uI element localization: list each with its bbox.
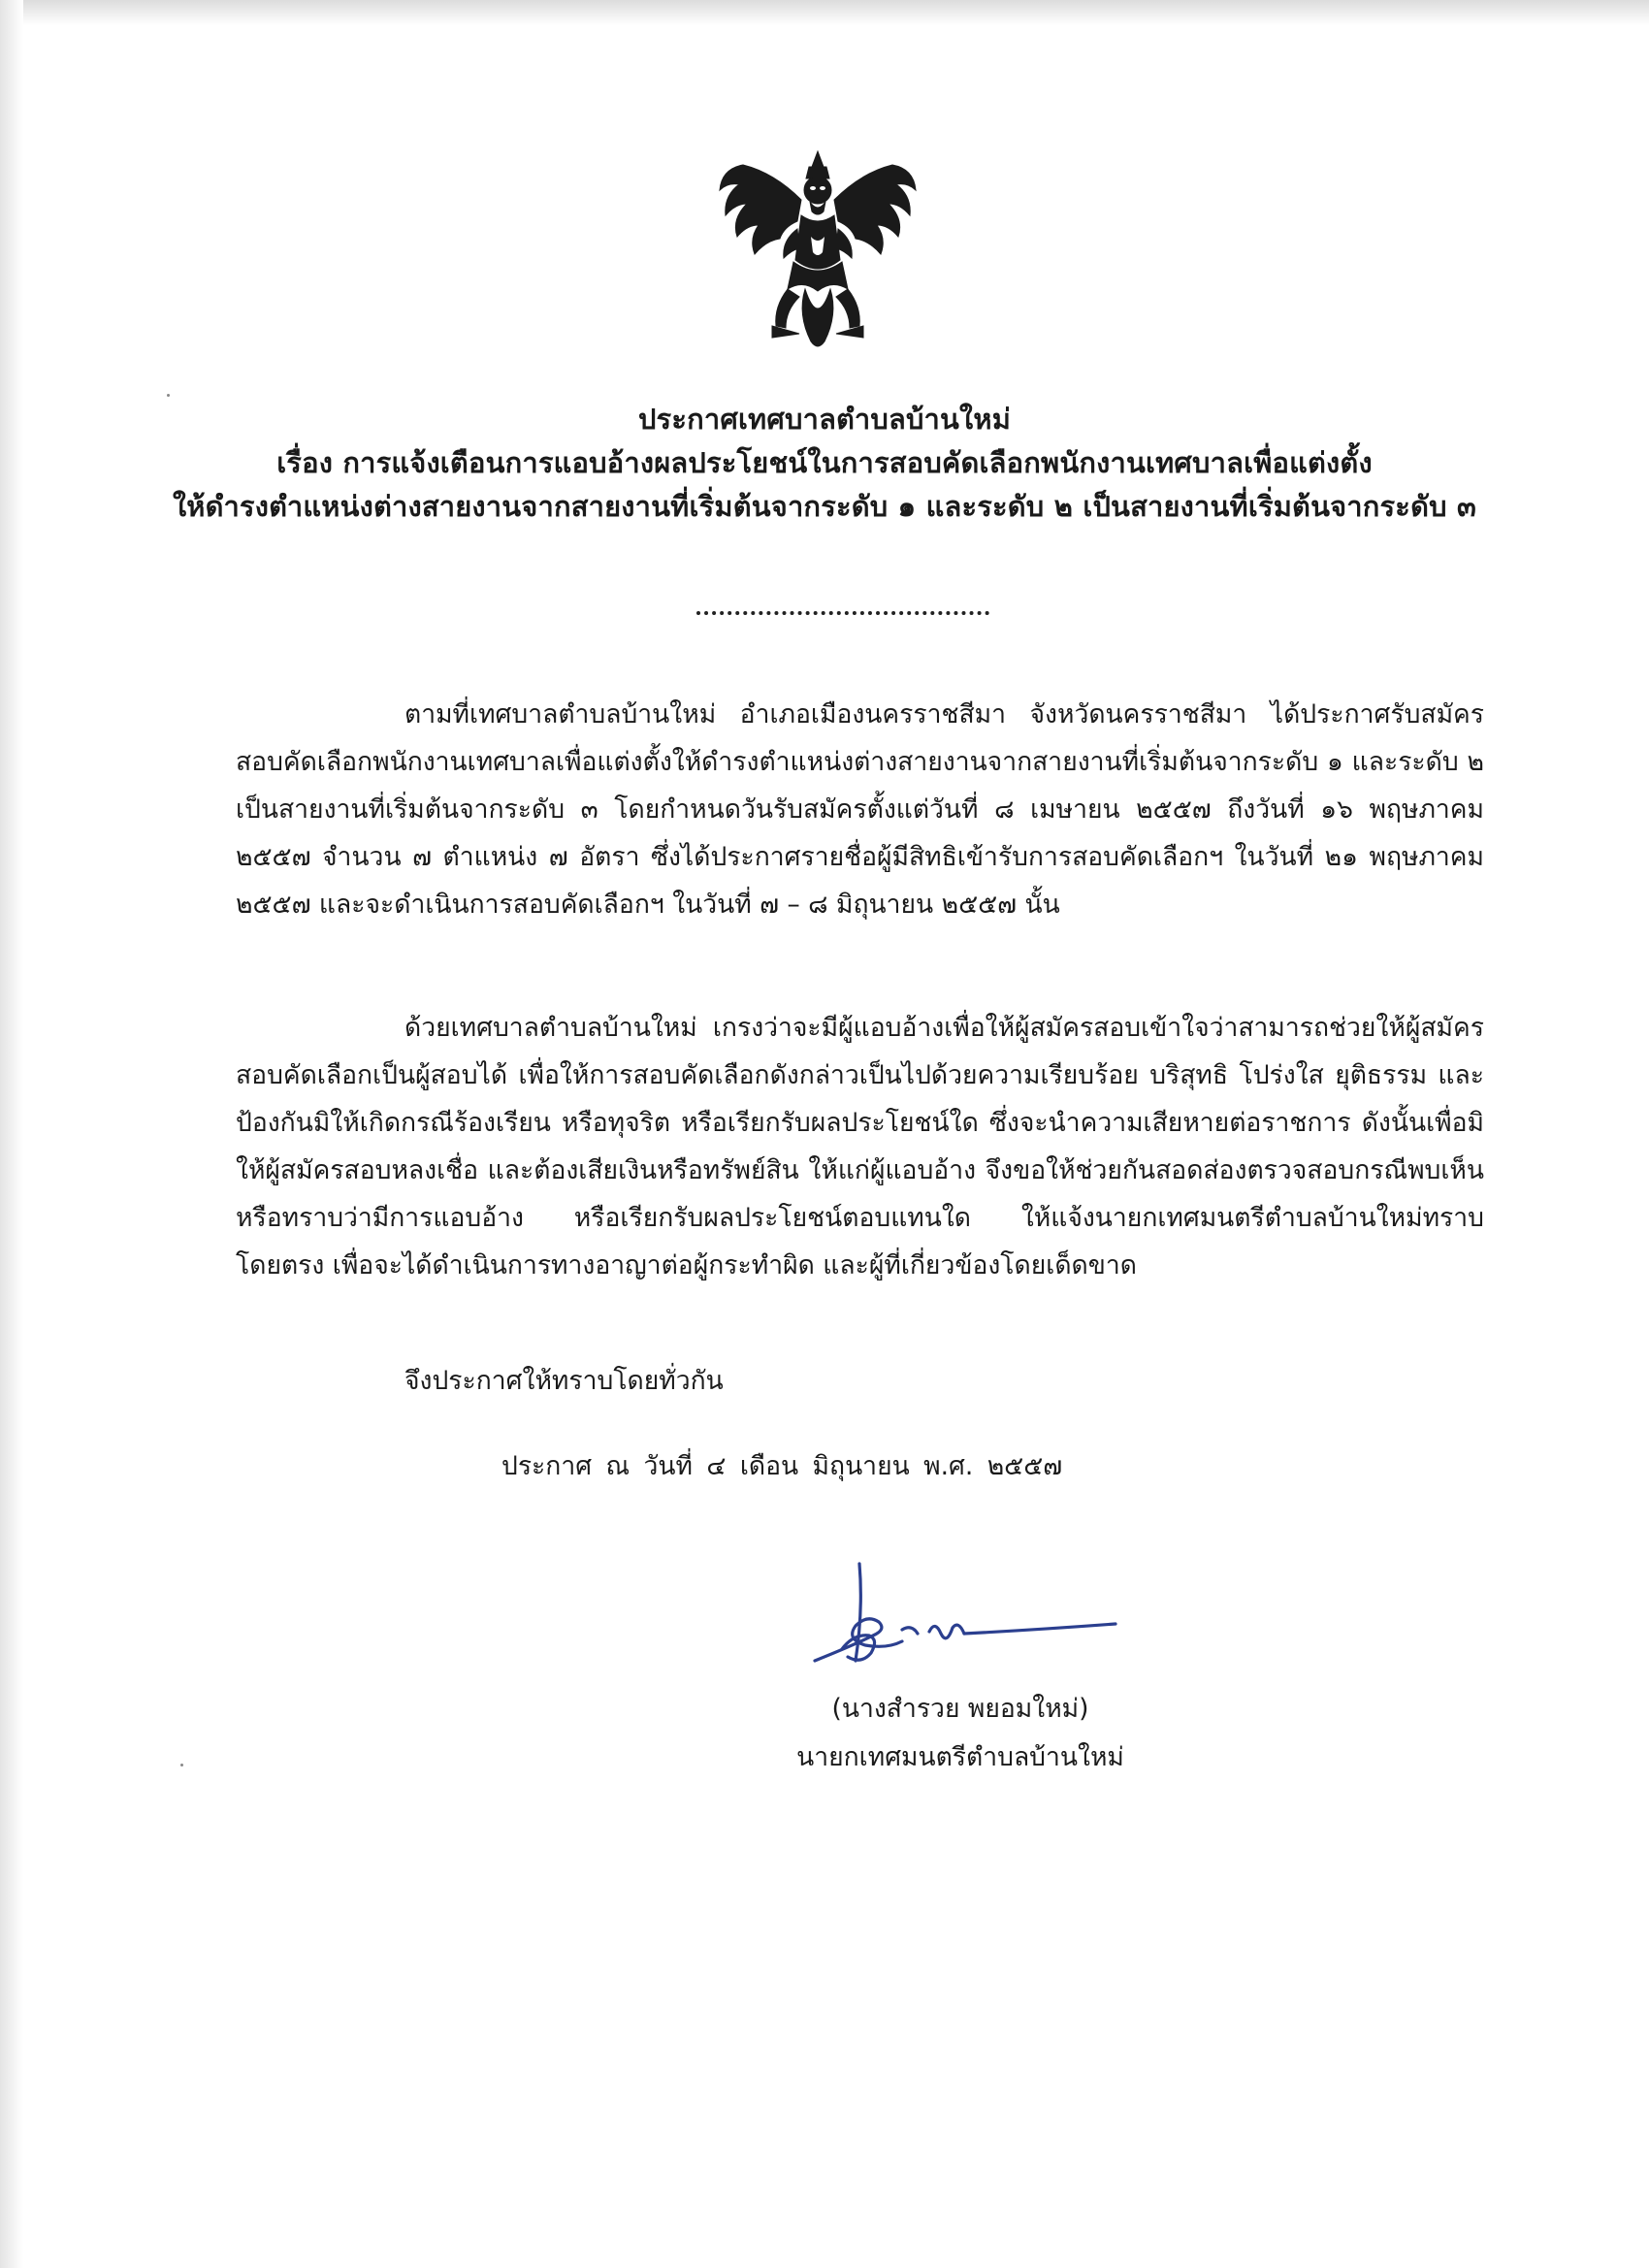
- announcement-header: [146, 398, 1504, 529]
- subject-line-1: เรื่อง การแจ้งเตือนการแอบอ้างผลประโยชน์ในการสอบคัดเลือกพนักงานเทศบาลเพื่อแต่งตั้ง: [276, 446, 1373, 479]
- announcement-date: ประกาศ ณ วันที่ ๔ เดือน มิถุนายน พ.ศ. ๒๕๕๗: [501, 1451, 1063, 1481]
- scan-speck: [180, 1764, 183, 1766]
- signer-name: (นางสำรวย พยอมใหม่): [831, 1694, 1089, 1724]
- body-paragraph-1-container: [236, 691, 1484, 928]
- body-paragraph-2: ด้วยเทศบาลตำบลบ้านใหม่ เกรงว่าจะมีผู้แอบอ้างเพื่อให้ผู้สมัครสอบเข้าใจว่าสามารถช่วยให้ผู้สมัครสอบคัดเลือกเป็นผู้สอบได้ เพื่อให้การสอบคัดเลือกดังกล่าวเป็นไปด้วยความเรียบร้อย บริสุทธิ โปร่งใส ยุติธรรม และป้องกันมิให้เกิดกรณีร้องเรียน หรือทุจริต หรือเรียกรับผลประโยชน์ใด ซึ่งจะนำความเสียหายต่อราชการ ดังนั้นเพื่อมิให้ผู้สมัครสอบหลงเชื่อ และต้องเสียเงินหรือทรัพย์สิน ให้แก่ผู้แอบอ้าง จึงขอให้ช่วยกันสอดส่องตรวจสอบกรณีพบเห็น หรือทราบว่ามีการแอบอ้าง หรือเรียกรับผลประโยชน์ตอบแทนใด ให้แจ้งนายกเทศมนตรีตำบลบ้านใหม่ทราบโดยตรง เพื่อจะได้ดำเนินการทางอาญาต่อผู้กระทำผิด และผู้ที่เกี่ยวข้องโดยเด็ดขาด: [236, 1013, 1484, 1280]
- handwritten-signature-icon: [795, 1552, 1145, 1688]
- dotted-divider: [696, 611, 989, 619]
- garuda-emblem-icon: [716, 144, 920, 357]
- scan-top-shadow: [0, 0, 1649, 25]
- scan-left-edge: [0, 0, 23, 2268]
- body-paragraph-1: ตามที่เทศบาลตำบลบ้านใหม่ อำเภอเมืองนครราชสีมา จังหวัดนครราชสีมา ได้ประกาศรับสมัครสอบคัดเลือกพนักงานเทศบาลเพื่อแต่งตั้งให้ดำรงตำแหน่งต่างสายงานจากสายงานที่เริ่มต้นจากระดับ ๑ และระดับ ๒ เป็นสายงานที่เริ่มต้นจากระดับ ๓ โดยกำหนดวันรับสมัครตั้งแต่วันที่ ๘ เมษายน ๒๕๕๗ ถึงวันที่ ๑๖ พฤษภาคม ๒๕๕๗ จำนวน ๗ ตำแหน่ง ๗ อัตรา ซึ่งได้ประกาศรายชื่อผู้มีสิทธิเข้ารับการสอบคัดเลือกฯ ในวันที่ ๒๑ พฤษภาคม ๒๕๕๗ และจะดำเนินการสอบคัดเลือกฯ ในวันที่ ๗ – ๘ มิถุนายน ๒๕๕๗ นั้น: [236, 699, 1484, 920]
- signer-position: นายกเทศมนตรีตำบลบ้านใหม่: [796, 1742, 1124, 1772]
- scan-speck: [167, 394, 170, 397]
- body-paragraph-2-container: [236, 1004, 1484, 1289]
- subject-line-2: ให้ดำรงตำแหน่งต่างสายงานจากสายงานที่เริ่มต้นจากระดับ ๑ และระดับ ๒ เป็นสายงานที่เริ่มต้นจากระดับ ๓: [172, 490, 1477, 523]
- announcement-title: ประกาศเทศบาลตำบลบ้านใหม่: [637, 403, 1012, 436]
- closing-statement: จึงประกาศให้ทราบโดยทั่วกัน: [404, 1366, 724, 1396]
